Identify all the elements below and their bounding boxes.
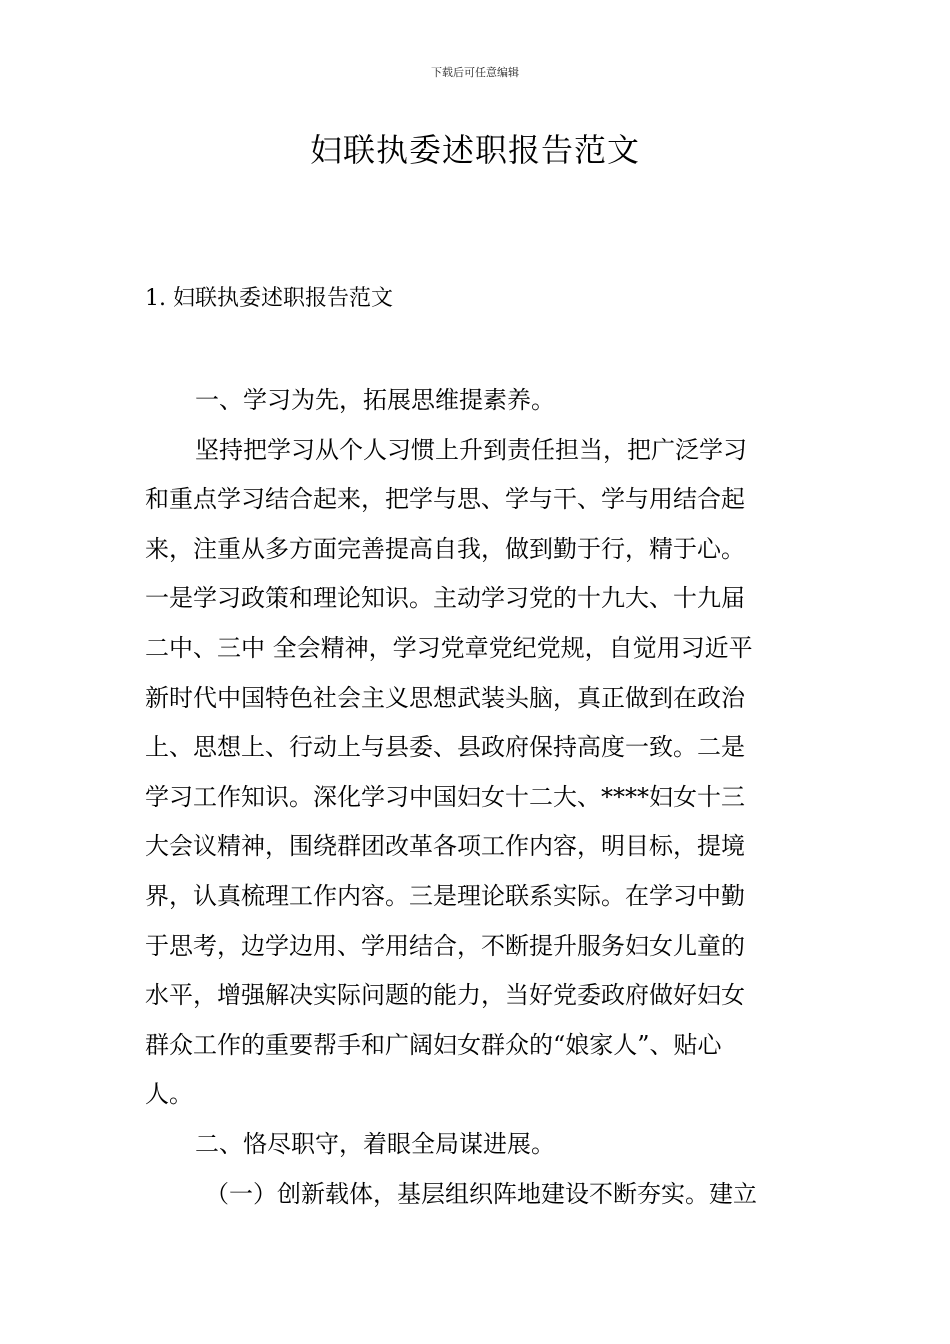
paragraph-line: 和重点学习结合起来，把学与思、学与干、学与用结合起 [145, 485, 745, 514]
paragraph-line: 来，注重从多方面完善提高自我，做到勤于行，精于心。 [145, 534, 745, 563]
paragraph-line: 二中、三中 全会精神，学习党章党纪党规，自觉用习近平 [145, 633, 753, 662]
heading-line-1: 一、学习为先，拓展思维提素养。 [195, 386, 555, 414]
body-text [145, 376, 810, 1219]
paragraph-line: 水平，增强解决实际问题的能力，当好党委政府做好妇女 [145, 981, 745, 1010]
heading-line-2: 二、恪尽职守，着眼全局谋进展。 [195, 1129, 555, 1158]
paragraph-line: 大会议精神，围绕群团改革各项工作内容，明目标，提境 [145, 832, 745, 861]
paragraph-line: 新时代中国特色社会主义思想武装头脑，真正做到在政治 [145, 683, 745, 712]
paragraph-line: 群众工作的重要帮手和广阔妇女群众的“娘家人”、贴心 [145, 1030, 722, 1059]
paragraph-line: 于思考，边学边用、学用结合，不断提升服务妇女儿童的 [145, 931, 745, 960]
paragraph-line: 人。 [145, 1080, 193, 1109]
paragraph-line: 界，认真梳理工作内容。三是理论联系实际。在学习中勤 [145, 881, 745, 910]
paragraph-line: 坚持把学习从个人习惯上升到责任担当，把广泛学习 [195, 435, 747, 464]
subheading-line: （一）创新载体，基层组织阵地建设不断夯实。建立 [205, 1179, 757, 1208]
paragraph-line: 一是学习政策和理论知识。主动学习党的十九大、十九届 [145, 584, 745, 613]
document-title: 妇联执委述职报告范文 [309, 131, 640, 169]
section-title: 1. 妇联执委述职报告范文 [145, 286, 393, 311]
header-note: 下载后可任意编辑 [431, 66, 519, 79]
paragraph-line: 上、思想上、行动上与县委、县政府保持高度一致。二是 [145, 733, 745, 762]
paragraph-line: 学习工作知识。深化学习中国妇女十二大、****妇女十三 [145, 782, 745, 811]
